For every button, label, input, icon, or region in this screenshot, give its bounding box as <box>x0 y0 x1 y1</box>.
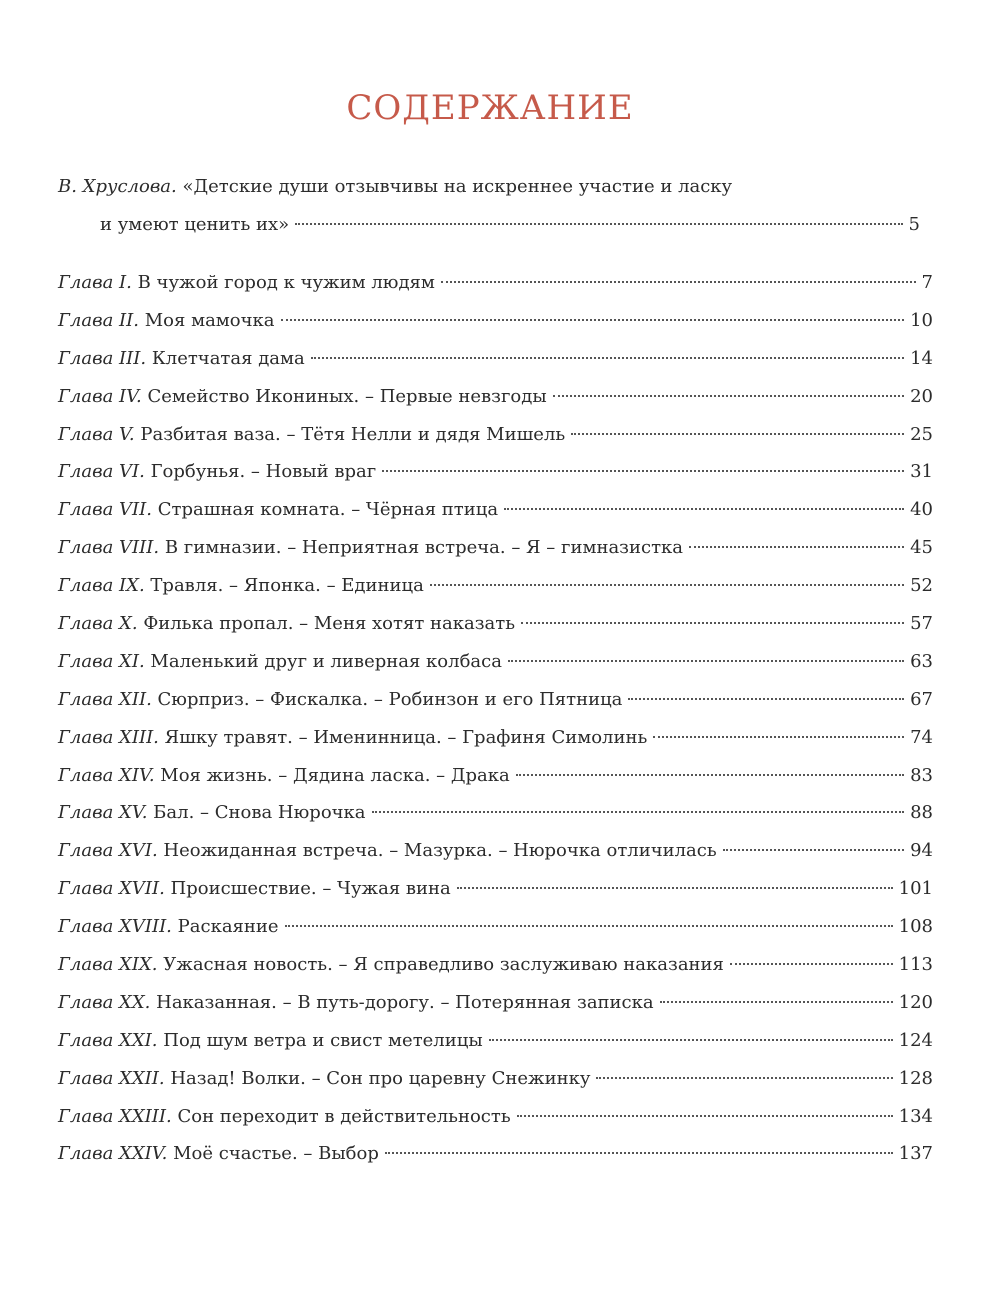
dot-leader <box>489 1039 893 1041</box>
dot-leader <box>281 319 905 321</box>
chapter-title: Моё счастье. – Выбор <box>173 1143 379 1165</box>
chapter-page-number: 101 <box>898 878 933 900</box>
dot-leader <box>596 1077 892 1079</box>
chapter-page-number: 88 <box>910 802 933 824</box>
chapter-title: Горбунья. – Новый враг <box>150 461 377 483</box>
toc-entry <box>58 1022 933 1060</box>
chapter-label: Глава X. <box>58 613 138 635</box>
chapter-title: Назад! Волки. – Сон про царевну Снежинку <box>170 1067 591 1089</box>
chapter-label: Глава VIII. <box>58 537 160 559</box>
toc-entry <box>58 681 933 719</box>
toc-entry <box>58 264 933 302</box>
dot-leader <box>517 1115 893 1117</box>
toc-entry <box>58 870 933 908</box>
chapter-page-number: 108 <box>898 916 933 938</box>
toc-entry <box>58 794 933 832</box>
dot-leader <box>553 395 904 397</box>
toc-entry <box>58 1098 933 1136</box>
toc-entry <box>58 719 933 757</box>
chapter-title: Клетчатая дама <box>151 347 305 369</box>
intro-entry <box>58 168 920 244</box>
chapter-title: Ужасная новость. – Я справедливо заслуживаю наказания <box>163 954 724 976</box>
chapter-label: Глава XXIV. <box>58 1143 168 1165</box>
chapter-page-number: 120 <box>898 991 933 1013</box>
toc-entry <box>58 908 933 946</box>
intro-line-1 <box>58 168 920 206</box>
chapter-label: Глава XV. <box>58 802 148 824</box>
chapter-label: Глава XVIII. <box>58 916 172 938</box>
chapter-title: Под шум ветра и свист метелицы <box>163 1029 483 1051</box>
dot-leader <box>689 546 904 548</box>
dot-leader <box>723 849 904 851</box>
chapter-title: Раскаяние <box>177 916 279 938</box>
dot-leader <box>382 470 904 472</box>
chapter-label: Глава IV. <box>58 385 142 407</box>
toc-entry <box>58 1135 933 1173</box>
chapter-page-number: 67 <box>910 688 933 710</box>
chapter-label: Глава XXIII. <box>58 1105 172 1127</box>
intro-title-line-2: и умеют ценить их» <box>100 214 290 235</box>
chapter-label: Глава XIII. <box>58 726 159 748</box>
chapter-label: Глава XIV. <box>58 764 155 786</box>
intro-page-number: 5 <box>908 214 920 235</box>
toc-entry <box>58 567 933 605</box>
chapter-label: Глава II. <box>58 309 139 331</box>
chapter-label: Глава XXI. <box>58 1029 158 1051</box>
chapter-title: Неожиданная встреча. – Мазурка. – Нюрочка отличилась <box>163 840 717 862</box>
chapter-label: Глава XVI. <box>58 840 158 862</box>
chapter-page-number: 57 <box>910 613 933 635</box>
dot-leader <box>628 698 904 700</box>
chapter-label: Глава VI. <box>58 461 145 483</box>
toc-entry <box>58 453 933 491</box>
chapter-label: Глава XIX. <box>58 954 158 976</box>
chapter-title: Маленький друг и ливерная колбаса <box>150 650 502 672</box>
dot-leader <box>372 811 905 813</box>
toc-entry <box>58 757 933 795</box>
dot-leader <box>660 1001 893 1003</box>
chapter-label: Глава XI. <box>58 650 145 672</box>
dot-leader <box>516 774 904 776</box>
chapter-list <box>58 264 933 1173</box>
dot-leader <box>571 433 904 435</box>
toc-entry <box>58 491 933 529</box>
chapter-page-number: 83 <box>910 764 933 786</box>
chapter-label: Глава V. <box>58 423 135 445</box>
chapter-title: Страшная комната. – Чёрная птица <box>157 499 499 521</box>
dot-leader <box>295 223 902 225</box>
chapter-title: Сюрприз. – Фискалка. – Робинзон и его Пятница <box>157 688 623 710</box>
toc-entry <box>58 984 933 1022</box>
chapter-label: Глава XVII. <box>58 878 165 900</box>
dot-leader <box>730 963 893 965</box>
chapter-page-number: 52 <box>910 575 933 597</box>
chapter-title: Моя мамочка <box>144 309 275 331</box>
chapter-page-number: 124 <box>898 1029 933 1051</box>
dot-leader <box>457 887 893 889</box>
toc-entry <box>58 832 933 870</box>
chapter-page-number: 63 <box>910 650 933 672</box>
chapter-title: Наказанная. – В путь-дорогу. – Потерянная записка <box>156 991 654 1013</box>
chapter-title: В чужой город к чужим людям <box>137 272 435 293</box>
chapter-title: Яшку травят. – Именинница. – Графиня Симолинь <box>164 726 648 748</box>
toc-entry <box>58 529 933 567</box>
toc-entry <box>58 605 933 643</box>
toc-entry <box>58 1060 933 1098</box>
toc-entry <box>58 643 933 681</box>
chapter-title: Бал. – Снова Нюрочка <box>153 802 366 824</box>
chapter-page-number: 10 <box>910 309 933 331</box>
chapter-page-number: 14 <box>910 347 933 369</box>
dot-leader <box>311 357 904 359</box>
toc-entry <box>58 340 933 378</box>
chapter-label: Глава XII. <box>58 688 152 710</box>
chapter-title: Моя жизнь. – Дядина ласка. – Драка <box>160 764 510 786</box>
toc-entry <box>58 416 933 454</box>
dot-leader <box>521 622 904 624</box>
intro-line-2 <box>58 206 920 244</box>
chapter-title: Травля. – Японка. – Единица <box>150 575 424 597</box>
chapter-page-number: 74 <box>910 726 933 748</box>
chapter-page-number: 7 <box>921 272 933 293</box>
chapter-page-number: 94 <box>910 840 933 862</box>
chapter-label: Глава III. <box>58 347 147 369</box>
page-title: СОДЕРЖАНИЕ <box>346 88 634 128</box>
chapter-label: Глава VII. <box>58 499 152 521</box>
dot-leader <box>285 925 893 927</box>
intro-author: В. Хруслова. <box>58 176 177 197</box>
chapter-page-number: 128 <box>898 1067 933 1089</box>
chapter-title: В гимназии. – Неприятная встреча. – Я – гимназистка <box>164 537 684 559</box>
dot-leader <box>653 736 904 738</box>
chapter-label: Глава I. <box>58 272 132 293</box>
chapter-page-number: 25 <box>910 423 933 445</box>
chapter-page-number: 20 <box>910 385 933 407</box>
chapter-title: Разбитая ваза. – Тётя Нелли и дядя Мишель <box>140 423 566 445</box>
chapter-title: Сон переходит в действительность <box>177 1105 511 1127</box>
chapter-page-number: 134 <box>898 1105 933 1127</box>
chapter-label: Глава XXII. <box>58 1067 165 1089</box>
chapter-title: Филька пропал. – Меня хотят наказать <box>143 613 516 635</box>
chapter-label: Глава IX. <box>58 575 145 597</box>
chapter-title: Семейство Икониных. – Первые невзгоды <box>147 385 547 407</box>
intro-title-line-1: «Детские души отзывчивы на искреннее участие и ласку <box>182 176 733 197</box>
chapter-page-number: 45 <box>910 537 933 559</box>
chapter-page-number: 31 <box>910 461 933 483</box>
chapter-page-number: 113 <box>898 954 933 976</box>
chapter-label: Глава XX. <box>58 991 151 1013</box>
dot-leader <box>385 1152 893 1154</box>
toc-entry <box>58 946 933 984</box>
dot-leader <box>504 508 904 510</box>
chapter-page-number: 40 <box>910 499 933 521</box>
toc-entry <box>58 302 933 340</box>
chapter-title: Происшествие. – Чужая вина <box>170 878 451 900</box>
dot-leader <box>441 281 916 283</box>
dot-leader <box>508 660 904 662</box>
chapter-page-number: 137 <box>898 1143 933 1165</box>
dot-leader <box>430 584 904 586</box>
toc-entry <box>58 378 933 416</box>
